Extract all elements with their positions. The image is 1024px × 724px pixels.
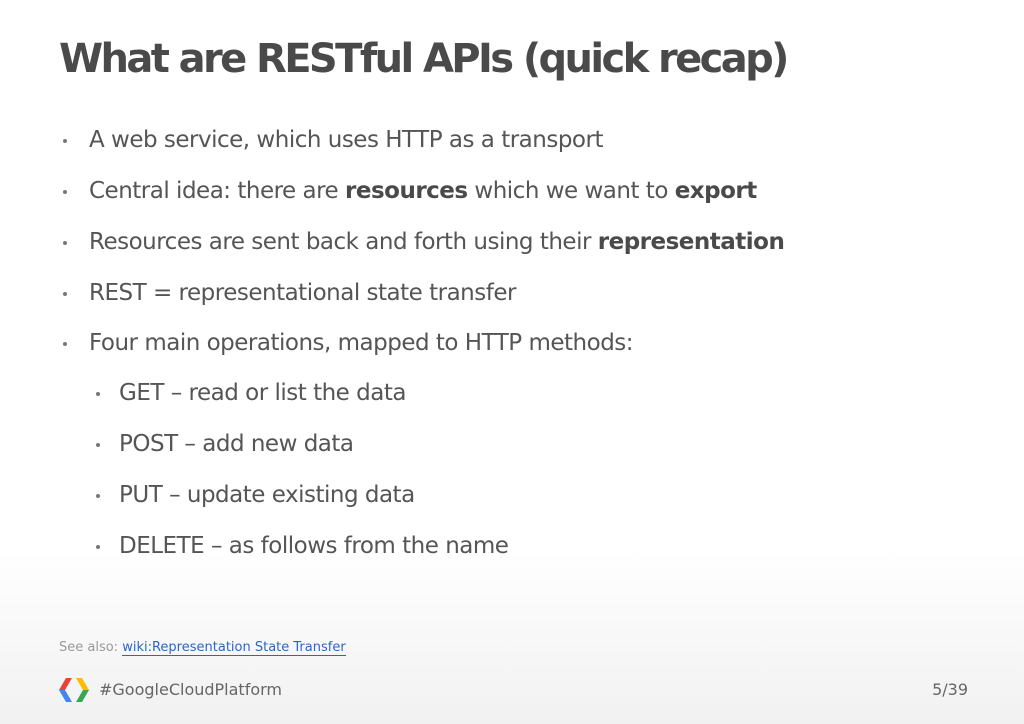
logo-green-segment (76, 690, 89, 702)
google-cloud-platform-logo-icon (59, 678, 89, 702)
logo-yellow-segment (76, 678, 89, 690)
bullet-text: Central idea: there are (89, 178, 346, 204)
page-number: 5/39 (932, 680, 968, 699)
sub-bullet-item: GET – read or list the data (119, 380, 406, 406)
bullet-item (89, 126, 603, 154)
sub-bullet-item: POST – add new data (119, 431, 354, 457)
see-also (59, 640, 346, 655)
bullet-text: Four main operations, mapped to HTTP methods: (89, 330, 634, 356)
sub-bullet-dot (96, 443, 100, 447)
bullet-item (89, 228, 784, 256)
footer-hashtag: #GoogleCloudPlatform (99, 680, 283, 699)
bullet-text: Resources are sent back and forth using their (89, 229, 598, 255)
see-also-label: See also: (59, 640, 119, 655)
bullet-item (89, 329, 633, 357)
bullet-dot (63, 139, 67, 143)
logo-red-segment (59, 678, 72, 690)
slide-title: What are RESTful APIs (quick recap) (59, 36, 787, 82)
bullet-dot (63, 292, 67, 296)
sub-bullet-item: PUT – update existing data (119, 482, 415, 508)
bullet-emphasis: export (674, 178, 757, 204)
bullet-text: which we want to (467, 178, 675, 204)
bullet-item (89, 279, 516, 307)
sub-bullet-dot (96, 494, 100, 498)
sub-bullet-item: DELETE – as follows from the name (119, 533, 509, 559)
bullet-emphasis: resources (345, 178, 468, 204)
sub-bullet-dot (96, 392, 100, 396)
bullet-dot (63, 190, 67, 194)
bullet-text: A web service, which uses HTTP as a transport (89, 127, 603, 153)
bullet-item (89, 177, 757, 205)
bullet-text: REST = representational state transfer (89, 280, 516, 306)
see-also-link[interactable]: wiki:Representation State Transfer (122, 640, 346, 655)
bullet-dot (63, 241, 67, 245)
logo-blue-segment (59, 690, 72, 702)
sub-bullet-dot (96, 545, 100, 549)
bullet-dot (63, 342, 67, 346)
bullet-emphasis: representation (597, 229, 785, 255)
